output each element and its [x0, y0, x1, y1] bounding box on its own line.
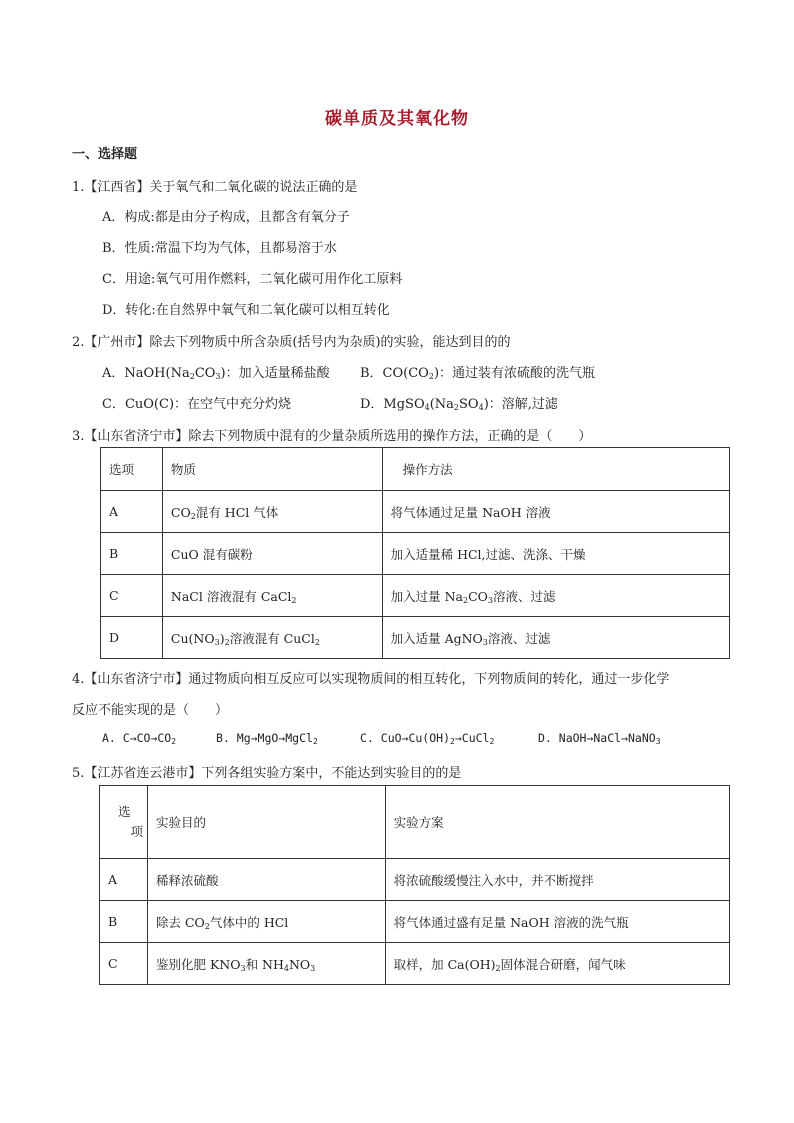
table-row — [100, 859, 730, 901]
question-4-option-d: D. NaOH→NaCl→NaNO$_3$ — [538, 731, 661, 746]
question-1-option-b: B．性质:常温下均为气体，且都易溶于水 — [102, 241, 337, 256]
question-4-option-a: A. $C\to CO\to CO_2$ — [102, 731, 177, 746]
question-3-stem: 3.【山东省济宁市】除去下列物质中混有的少量杂质所选用的操作方法，正确的是（ ） — [72, 429, 592, 444]
header-cell: 选项 — [101, 448, 163, 491]
question-2-option-a: A．$NaOH(Na_2CO_3)$：加入适量稀盐酸 — [102, 366, 330, 381]
question-5-stem: 5.【江苏省连云港市】下列各组实验方案中，不能达到实验目的的是 — [72, 766, 462, 781]
plan-cell: 将浓硫酸缓慢注入水中，并不断搅拌 — [385, 859, 729, 901]
question-2-option-b: B．$CO(CO_2)$：通过装有浓硫酸的洗气瓶 — [360, 366, 596, 381]
header-cell: 物质 — [162, 448, 382, 491]
option-key-cell: A — [100, 859, 148, 901]
substance-cell: CuO 混有碳粉 — [162, 533, 382, 575]
method-cell: 将气体通过足量 NaOH 溶液 — [382, 491, 729, 533]
option-key-cell: B — [100, 901, 148, 943]
goal-cell: 鉴别化肥 $KNO_3$和 $NH_4NO_3$ — [147, 943, 385, 985]
option-key-cell: C — [100, 943, 148, 985]
table-row — [100, 901, 730, 943]
option-key-cell: C — [101, 575, 163, 617]
header-cell: 实验目的 — [147, 786, 385, 859]
header-cell: 选 项 — [100, 786, 148, 859]
table-row — [101, 617, 730, 659]
table-row — [100, 943, 730, 985]
question-2-option-d: D．$MgSO_4(Na_2SO_4)$：溶解,过滤 — [360, 397, 558, 412]
goal-cell: 稀释浓硫酸 — [147, 859, 385, 901]
method-cell: 加入适量稀 HCl,过滤、洗涤、干燥 — [382, 533, 729, 575]
option-key-cell: D — [101, 617, 163, 659]
question-4-option-b: B. Mg→MgO→MgCl$_2$ — [216, 731, 318, 746]
goal-cell: 除去 $CO_2$气体中的 HCl — [147, 901, 385, 943]
question-1-option-d: D．转化:在自然界中氧气和二氧化碳可以相互转化 — [102, 303, 390, 318]
plan-cell: 取样，加 $Ca(OH)_2$固体混合研磨，闻气味 — [385, 943, 729, 985]
substance-cell: NaCl 溶液混有 CaCl$_2$ — [162, 575, 382, 617]
question-4-stem-line-1: 4.【山东省济宁市】通过物质向相互反应可以实现物质间的相互转化，下列物质间的转化，通过一步化学 — [72, 672, 670, 687]
question-4-stem-line-2: 反应不能实现的是（ ） — [72, 703, 229, 718]
option-key-cell: B — [101, 533, 163, 575]
page-title: 碳单质及其氧化物 — [325, 109, 469, 129]
table-header-row — [100, 786, 730, 859]
question-2-option-c: C．CuO(C)：在空气中充分灼烧 — [102, 397, 292, 412]
method-cell: 加入过量 $Na_2CO_3$溶液、过滤 — [382, 575, 729, 617]
method-cell: 加入适量 AgNO$_3$溶液、过滤 — [382, 617, 729, 659]
question-3-table — [100, 447, 730, 659]
substance-cell: $Cu(NO_3)_2$溶液混有 CuCl$_2$ — [162, 617, 382, 659]
header-cell: 实验方案 — [385, 786, 729, 859]
question-5-table — [99, 785, 730, 985]
question-1-stem: 1.【江西省】关于氧气和二氧化碳的说法正确的是 — [72, 180, 358, 195]
plan-cell: 将气体通过盛有足量 NaOH 溶液的洗气瓶 — [385, 901, 729, 943]
substance-cell: $CO_2$混有 HCl 气体 — [162, 491, 382, 533]
question-2-stem: 2.【广州市】除去下列物质中所含杂质(括号内为杂质)的实验，能达到目的的 — [72, 335, 511, 350]
option-key-cell: A — [101, 491, 163, 533]
table-header-row — [101, 448, 730, 491]
header-cell: 操作方法 — [382, 448, 729, 491]
question-1-option-a: A．构成:都是由分子构成，且都含有氧分子 — [102, 210, 350, 225]
question-4-option-c: C. $CuO\to Cu(OH)_2\to CuCl_2$ — [360, 731, 495, 746]
table-row — [101, 533, 730, 575]
question-1-option-c: C．用途:氧气可用作燃料，二氧化碳可用作化工原料 — [102, 272, 403, 287]
table-row — [101, 491, 730, 533]
table-row — [101, 575, 730, 617]
section-heading: 一、选择题 — [72, 147, 138, 162]
